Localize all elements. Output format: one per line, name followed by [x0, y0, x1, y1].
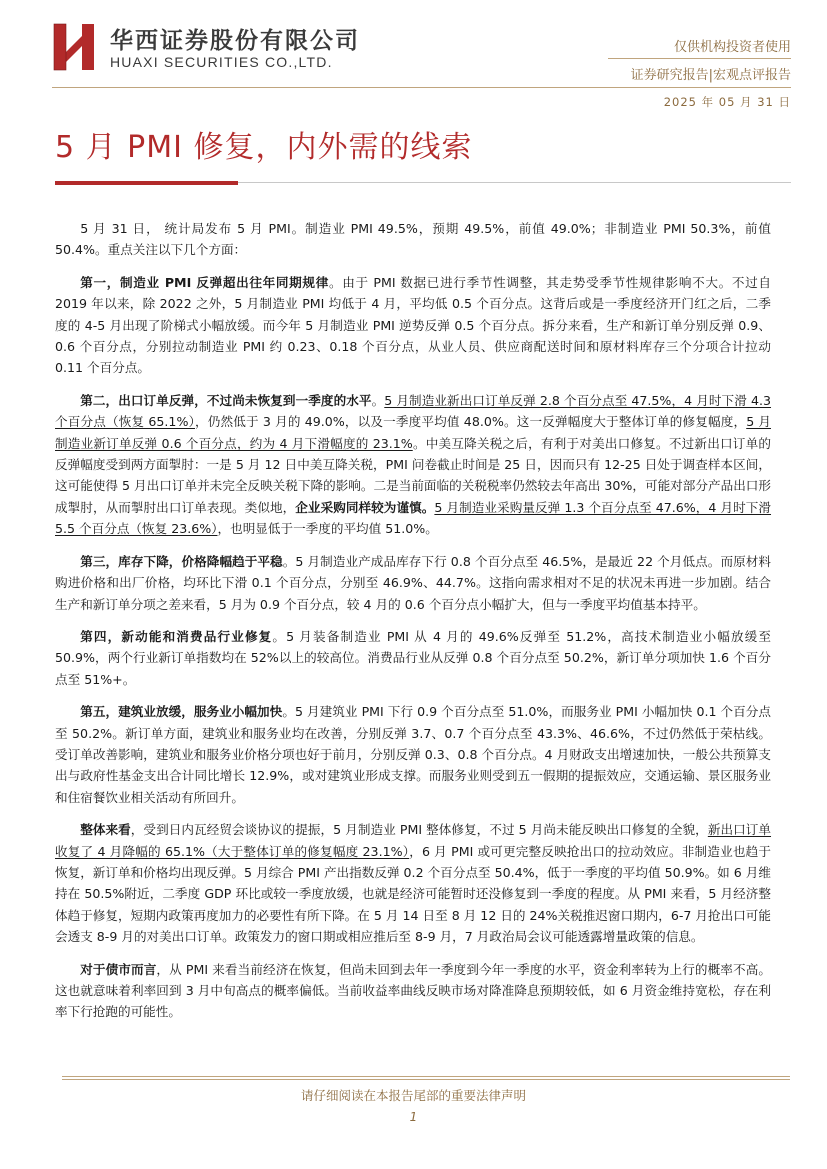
body-paragraph — [55, 390, 771, 540]
body-paragraph — [55, 218, 771, 261]
paragraph-text: ，从 PMI 来看当前经济在恢复，但尚未回到去年一季度到今年一季度的水平，资金利率转为上行的概率不高。这也就意味着利率回到 3 月中旬高点的概率偏低。当前收益率曲线反映市场对降准降息预期较低，如 6 月资金维持宽松，存在利率下行抢跑的可能性。 — [55, 961, 771, 1020]
audience-note: 仅供机构投资者使用 — [673, 40, 791, 55]
body-paragraph — [55, 701, 771, 808]
paragraph-text: 。5 月建筑业 PMI 下行 0.9 个百分点至 51.0%，而服务业 PMI 小幅加快 0.1 个百分点至 50.2%。新订单方面，建筑业和服务业均在改善，分别反弹 3.7、0.7 个百分点至 43.3%、46.6%，不过仍然低于荣枯线。受订单改善影响，建筑业和服务业价格分项也好于前月，分别反弹 0.3、0.8 个百分点。4 月财政支出增速加快，一般公共预算支出与政府性基金支出合计同比增长 12.9%，或对建筑业形成支撑。而服务业则受到五一假期的提振效应，交通运输、景区服务业和住宿餐饮业相关活动有所回升。 — [55, 704, 772, 805]
paragraph-text: ，6 月 PMI 或可更完整反映抢出口的拉动效应。非制造业也趋于恢复，新订单和价格均出现反弹。5 月综合 PMI 产出指数反弹 0.2 个百分点至 50.4%，低于一季度的平均值 50.9%。如 6 月维持在 50.5%附近，二季度 GDP 环比或较一季度放缓，也就是经济可能暂时还没修复到一季度的程度。从 PMI 来看，5 月经济整体趋于修复，短期内政策再度加力的必要性有所下降。在 5 月 14 日至 8 月 12 日的 24%关税推迟窗口期内，6-7 月抢出口可能会透支 8-9 月的对美出口订单。政策发力的窗口期或相应推后至 8-9 月，7 月政治局会议可能透露增量政策的信息。 — [55, 843, 771, 945]
paragraph-heading: 第三，库存下降，价格降幅趋于平稳 — [80, 553, 283, 569]
highlighted-text: 新出口订单收复了 4 月降幅的 65.1%（大于整体订单的修复幅度 23.1%） — [55, 822, 772, 859]
paragraph-heading: 第四，新动能和消费品行业修复 — [80, 628, 273, 644]
paragraph-heading: 第一，制造业 PMI 反弹超出往年同期规律 — [80, 274, 329, 290]
paragraph-text: 。中美互降关税之后，有利于对美出口修复。不过新出口订单的反弹幅度受到两方面掣肘：一是 5 月 12 日中美互降关税，PMI 问卷截止时间是 25 日，因而只有 12-25 日处于调查样本区间，这可能使得 5 月出口订单并未完全反映关税下降的影响。二是当前面临的关税税率仍然较去年高出 30%，可能对部分产品出口形成掣肘，从而掣肘出口订单表现。类似地， — [55, 435, 771, 515]
paragraph-heading: 第二，出口订单反弹，不过尚未恢复到一季度的水平 — [80, 392, 372, 408]
paragraph-text: ，仍然低于 3 月的 49.0%，以及一季度平均值 48.0%。这一反弹幅度大于整体订单的修复幅度， — [195, 414, 747, 430]
highlighted-text: 5 月制造业新出口订单反弹 2.8 个百分点至 47.5%，4 月时下滑 4.3 个百分点（恢复 65.1%） — [55, 392, 772, 430]
legal-disclaimer: 请仔细阅读在本报告尾部的重要法律声明 — [300, 1088, 526, 1103]
paragraph-text: 。5 月装备制造业 PMI 从 4 月的 49.6%反弹至 51.2%，高技术制造业小幅放缓至 50.9%，两个行业新订单指数均在 52%以上的较高位。消费品行业从反弹 0.8 个百分点至 50.2%，新订单分项加快 1.6 个百分点至 51%+。 — [55, 628, 772, 687]
paragraph-heading: 整体来看 — [80, 822, 131, 838]
footer-rule-secondary — [62, 1079, 790, 1080]
body-paragraph — [55, 959, 771, 1023]
header-divider — [608, 58, 791, 59]
company-name-cn: 华西证券股份有限公司 — [110, 28, 360, 54]
report-title: 5 月 PMI 修复，内外需的线索 — [55, 130, 473, 165]
paragraph-text: 5 月 31 日， 统计局发布 5 月 PMI。制造业 PMI 49.5%，预期 49.5%，前值 49.0%；非制造业 PMI 50.3%，前值 50.4%。重点关注以下几个方面： — [55, 221, 771, 258]
footer-rule — [62, 1076, 790, 1077]
body-paragraph — [55, 272, 771, 379]
title-accent-rule — [55, 181, 238, 185]
paragraph-text: 。 — [371, 392, 385, 408]
header-rule — [52, 87, 791, 88]
body-paragraph — [55, 626, 771, 690]
body-paragraph — [55, 551, 771, 615]
paragraph-heading: 企业采购同样较为谨慎。 — [295, 499, 435, 515]
highlighted-text: 5 月制造业采购量反弹 1.3 个百分点至 47.6%，4 月时下滑 5.5 个百分点（恢复 23.6%） — [55, 499, 772, 537]
paragraph-text: 。5 月制造业产成品库存下行 0.8 个百分点至 46.5%，是最近 22 个月低点。而原材料购进价格和出厂价格，均环比下滑 0.1 个百分点，分别至 46.9%、44.7%。这指向需求相对不足的状况未再进一步加剧。结合生产和新订单分项之差来看，5 月为 0.9 个百分点，较 4 月的 0.6 个百分点小幅扩大，但与一季度平均值基本持平。 — [55, 553, 772, 612]
title-rule — [238, 182, 791, 183]
company-name-en: HUAXI SECURITIES CO.,LTD. — [110, 54, 333, 70]
paragraph-text: ，也明显低于一季度的平均值 51.0%。 — [217, 521, 438, 537]
report-date: 2025 年 05 月 31 日 — [663, 95, 791, 109]
company-logo-icon — [52, 22, 96, 72]
body-paragraph — [55, 819, 771, 947]
report-category: 证券研究报告|宏观点评报告 — [630, 68, 791, 83]
paragraph-heading: 第五，建筑业放缓，服务业小幅加快 — [80, 704, 283, 720]
page-number: 1 — [409, 1110, 418, 1124]
paragraph-text: 。由于 PMI 数据已进行季节性调整，其走势受季节性规律影响不大。不过自 2019 年以来，除 2022 之外，5 月制造业 PMI 均低于 4 月，平均低 0.5 个百分点。这背后或是一季度经济开门红之后，二季度的 4-5 月出现了阶梯式小幅放缓。而今年 5 月制造业 PMI 逆势反弹 0.5 个百分点。拆分来看，生产和新订单分别反弹 0.9、0.6 个百分点，分别拉动制造业 PMI 约 0.23、0.18 个百分点，从业人员、供应商配送时间和原材料库存三个分项合计拉动 0.11 个百分点。 — [55, 274, 771, 376]
highlighted-text: 5 月制造业新订单反弹 0.6 个百分点，约为 4 月下滑幅度的 23.1% — [55, 414, 771, 451]
paragraph-text: ，受到日内瓦经贸会谈协议的提振，5 月制造业 PMI 整体修复，不过 5 月尚未能反映出口修复的全貌， — [130, 822, 708, 838]
paragraph-heading: 对于债市而言 — [80, 961, 157, 977]
report-body — [55, 218, 771, 1034]
